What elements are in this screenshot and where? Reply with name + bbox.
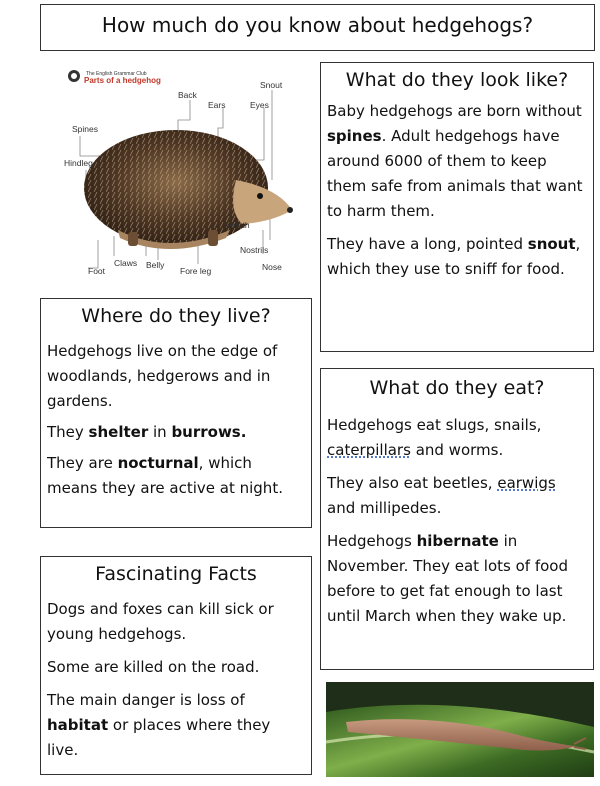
hedgehog-diagram: [58, 60, 296, 282]
label-snout: Snout: [260, 80, 283, 90]
eat-paragraph-1: [327, 413, 587, 463]
look-text: Baby hedgehogs are born without: [327, 102, 582, 120]
facts-text: or places where they live.: [47, 716, 271, 759]
label-spines: Spines: [72, 124, 98, 134]
live-text: in: [148, 423, 172, 441]
facts-keyword-habitat: habitat: [47, 716, 109, 734]
page-title: How much do you know about hedgehogs?: [101, 13, 534, 37]
slug-photo: [326, 682, 594, 777]
label-ears: Ears: [208, 100, 226, 110]
live-keyword-burrows: burrows: [171, 423, 241, 441]
eat-paragraph-2: [327, 471, 587, 521]
live-text: They: [47, 423, 89, 441]
facts-title: Fascinating Facts: [95, 563, 257, 585]
label-claws: Claws: [114, 258, 138, 268]
live-keyword-nocturnal: nocturnal: [117, 454, 199, 472]
look-section: [320, 62, 594, 352]
eat-paragraph-3: [327, 529, 587, 629]
club-name: The English Grammar Club: [86, 71, 147, 77]
live-paragraph-2: [47, 420, 305, 445]
label-belly: Belly: [146, 260, 165, 270]
live-title: Where do they live?: [81, 305, 271, 327]
label-nostrils: Nostrils: [240, 245, 269, 255]
eat-title: What do they eat?: [369, 377, 545, 399]
live-section: [40, 298, 312, 528]
diagram-heading: Parts of a hedgehog: [84, 76, 161, 85]
live-paragraph-3: [47, 451, 305, 501]
look-text: . Adult hedgehogs have around 6000 of them to keep them safe from animals that want to harm them.: [327, 127, 583, 220]
eat-keyword-hibernate: hibernate: [416, 532, 499, 550]
facts-paragraph-2: Some are killed on the road.: [47, 658, 260, 676]
live-paragraph-1: Hedgehogs live on the edge of woodlands, hedgerows and in gardens.: [47, 342, 278, 410]
live-text: , which means they are active at night.: [47, 454, 283, 497]
label-hindleg: Hindleg: [64, 158, 93, 168]
live-text: They are: [47, 454, 118, 472]
look-text: They have a long, pointed: [327, 235, 528, 253]
facts-paragraph-3: [47, 688, 305, 763]
label-foreleg: Fore leg: [180, 266, 212, 276]
live-text: .: [240, 423, 247, 441]
label-mouth: Mouth: [226, 220, 250, 230]
eat-text: They also eat beetles,: [327, 474, 498, 492]
look-title: What do they look like?: [345, 69, 569, 91]
eat-section: [320, 368, 594, 670]
label-foot: Foot: [88, 266, 106, 276]
look-text: , which they use to sniff for food.: [327, 235, 581, 278]
title-box: [40, 4, 595, 51]
eat-text: in November. They eat lots of food before to get fat enough to last until March when they wake up.: [327, 532, 568, 625]
eat-text: and millipedes.: [327, 499, 442, 517]
eat-text: and worms.: [410, 441, 504, 459]
facts-paragraph-1: Dogs and foxes can kill sick or young hedgehogs.: [47, 600, 274, 643]
live-keyword-shelter: shelter: [88, 423, 149, 441]
eat-word-earwigs: earwigs: [497, 474, 556, 492]
label-eyes: Eyes: [250, 100, 269, 110]
facts-text: The main danger is loss of: [47, 691, 245, 709]
label-back: Back: [178, 90, 197, 100]
eat-word-caterpillars: caterpillars: [327, 441, 411, 459]
facts-section: [40, 556, 312, 775]
look-paragraph-1: [327, 99, 587, 224]
look-keyword-snout: snout: [527, 235, 576, 253]
slug-on-leaf-image: [326, 682, 594, 777]
eat-text: Hedgehogs: [327, 532, 417, 550]
look-keyword-spines: spines: [327, 127, 382, 145]
look-paragraph-2: [327, 232, 587, 282]
eat-text: Hedgehogs eat slugs, snails,: [327, 416, 542, 434]
label-nose: Nose: [262, 262, 282, 272]
